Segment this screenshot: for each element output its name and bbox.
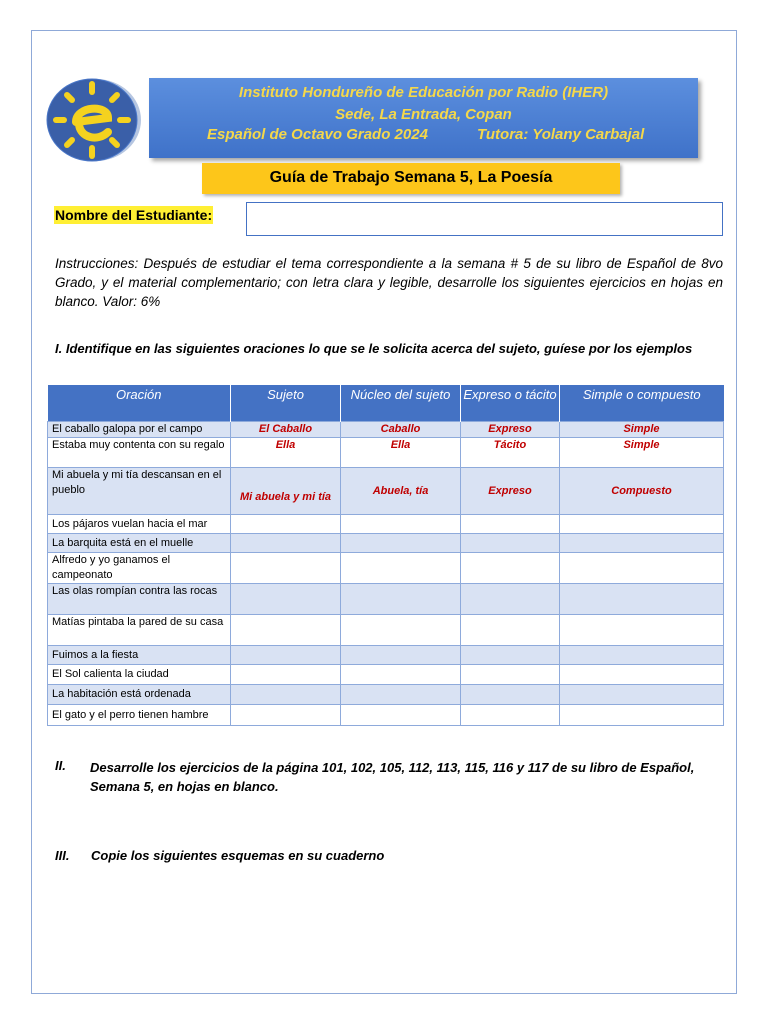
sentence-cell: Mi abuela y mi tía descansan en el pueblo xyxy=(48,468,231,515)
answer-cell: Mi abuela y mi tía xyxy=(231,468,341,515)
table-row xyxy=(48,515,724,534)
col-header-expreso: Expreso o tácito xyxy=(461,385,560,422)
table-row xyxy=(48,584,724,615)
answer-input-cell[interactable] xyxy=(231,665,341,685)
header-banner xyxy=(149,78,698,158)
answer-cell: Expreso xyxy=(461,468,560,515)
table-row xyxy=(48,615,724,646)
col-header-oracion: Oración xyxy=(48,385,231,422)
answer-cell: Tácito xyxy=(461,438,560,468)
answer-cell: Ella xyxy=(231,438,341,468)
answer-input-cell[interactable] xyxy=(461,646,560,665)
table-row xyxy=(48,534,724,553)
answer-input-cell[interactable] xyxy=(231,584,341,615)
answer-cell: Simple xyxy=(560,422,724,438)
answer-input-cell[interactable] xyxy=(560,515,724,534)
institution-name: Instituto Hondureño de Educación por Radio (IHER) xyxy=(238,84,609,101)
answer-input-cell[interactable] xyxy=(341,553,461,584)
answer-input-cell[interactable] xyxy=(560,665,724,685)
answer-input-cell[interactable] xyxy=(341,646,461,665)
sentence-cell: Fuimos a la fiesta xyxy=(48,646,231,665)
answer-cell: Expreso xyxy=(461,422,560,438)
answer-input-cell[interactable] xyxy=(341,615,461,646)
answer-input-cell[interactable] xyxy=(341,515,461,534)
sentence-cell: El Sol calienta la ciudad xyxy=(48,665,231,685)
section-1-heading: I. Identifique en las siguientes oraciones lo que se le solicita acerca del sujeto, guíese por los ejemplos xyxy=(55,341,693,356)
instructions-text: Instrucciones: Después de estudiar el tema correspondiente a la semana # 5 de su libro de Español de 8vo Grado, y el material complementario; con letra clara y legible, desarrolle los siguientes ejercicios en hojas en blanco. Valor: 6% xyxy=(55,256,723,309)
table-row xyxy=(48,422,724,438)
answer-input-cell[interactable] xyxy=(560,685,724,705)
answer-input-cell[interactable] xyxy=(461,685,560,705)
col-header-simple: Simple o compuesto xyxy=(560,385,724,422)
answer-input-cell[interactable] xyxy=(231,646,341,665)
sentence-cell: Los pájaros vuelan hacia el mar xyxy=(48,515,231,534)
sentence-cell: La habitación está ordenada xyxy=(48,685,231,705)
subject-analysis-table xyxy=(47,385,724,726)
answer-input-cell[interactable] xyxy=(560,615,724,646)
guide-title: Guía de Trabajo Semana 5, La Poesía xyxy=(202,163,620,194)
answer-input-cell[interactable] xyxy=(560,534,724,553)
answer-input-cell[interactable] xyxy=(560,584,724,615)
answer-input-cell[interactable] xyxy=(231,553,341,584)
answer-input-cell[interactable] xyxy=(231,685,341,705)
answer-input-cell[interactable] xyxy=(560,705,724,726)
section-2-text: Desarrolle los ejercicios de la página 101, 102, 105, 112, 113, 115, 116 y 117 de su libro de Español, Semana 5, en hojas en blanco. xyxy=(90,760,695,794)
tutor-name: Tutora: Yolany Carbajal xyxy=(477,126,645,143)
section-3-text: Copie los siguientes esquemas en su cuaderno xyxy=(91,848,385,863)
table-header-row xyxy=(48,385,724,422)
course-name: Español de Octavo Grado 2024 xyxy=(207,126,428,143)
section-2-number: II. xyxy=(55,758,66,773)
student-name-field[interactable] xyxy=(246,202,723,236)
answer-input-cell[interactable] xyxy=(341,705,461,726)
sentence-cell: El caballo galopa por el campo xyxy=(48,422,231,438)
answer-input-cell[interactable] xyxy=(231,705,341,726)
answer-cell: Abuela, tía xyxy=(341,468,461,515)
table-row xyxy=(48,685,724,705)
answer-cell: Ella xyxy=(341,438,461,468)
answer-input-cell[interactable] xyxy=(231,534,341,553)
sentence-cell: Matías pintaba la pared de su casa xyxy=(48,615,231,646)
table-row xyxy=(48,665,724,685)
table-row xyxy=(48,646,724,665)
col-header-sujeto: Sujeto xyxy=(231,385,341,422)
col-header-nucleo: Núcleo del sujeto xyxy=(341,385,461,422)
answer-input-cell[interactable] xyxy=(461,584,560,615)
answer-cell: El Caballo xyxy=(231,422,341,438)
answer-input-cell[interactable] xyxy=(461,515,560,534)
answer-input-cell[interactable] xyxy=(461,534,560,553)
answer-input-cell[interactable] xyxy=(341,584,461,615)
sentence-cell: Las olas rompían contra las rocas xyxy=(48,584,231,615)
answer-input-cell[interactable] xyxy=(461,665,560,685)
table-row xyxy=(48,438,724,468)
answer-input-cell[interactable] xyxy=(461,553,560,584)
iher-sun-logo-icon xyxy=(46,78,142,162)
section-3-number: III. xyxy=(55,848,70,863)
answer-input-cell[interactable] xyxy=(341,534,461,553)
sentence-cell: Estaba muy contenta con su regalo xyxy=(48,438,231,468)
answer-input-cell[interactable] xyxy=(231,615,341,646)
campus-location: Sede, La Entrada, Copan xyxy=(335,106,512,123)
sentence-cell: La barquita está en el muelle xyxy=(48,534,231,553)
answer-input-cell[interactable] xyxy=(560,553,724,584)
answer-cell: Simple xyxy=(560,438,724,468)
answer-input-cell[interactable] xyxy=(461,705,560,726)
answer-input-cell[interactable] xyxy=(341,685,461,705)
answer-cell: Caballo xyxy=(341,422,461,438)
answer-input-cell[interactable] xyxy=(231,515,341,534)
answer-input-cell[interactable] xyxy=(461,615,560,646)
table-row xyxy=(48,553,724,584)
sentence-cell: Alfredo y yo ganamos el campeonato xyxy=(48,553,231,584)
answer-input-cell[interactable] xyxy=(560,646,724,665)
answer-cell: Compuesto xyxy=(560,468,724,515)
table-row xyxy=(48,705,724,726)
table-row xyxy=(48,468,724,515)
sentence-cell: El gato y el perro tienen hambre xyxy=(48,705,231,726)
answer-input-cell[interactable] xyxy=(341,665,461,685)
student-name-label: Nombre del Estudiante: xyxy=(55,207,213,223)
